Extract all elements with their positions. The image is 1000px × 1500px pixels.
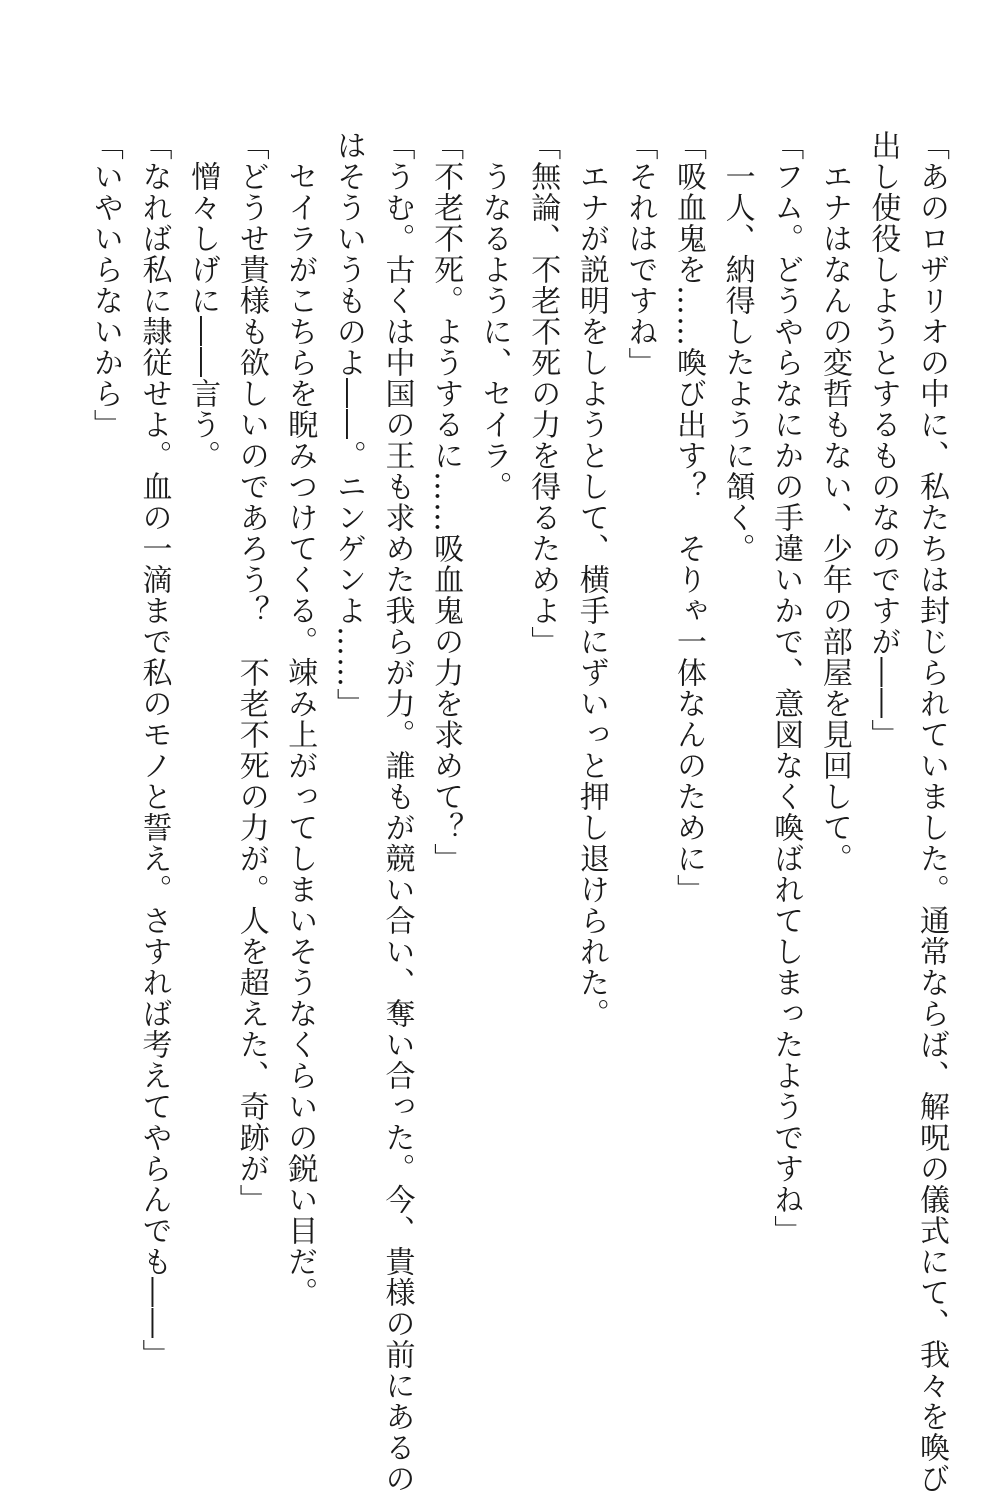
- text-line: 「あのロザリオの中に、私たちは封じられていました。通常ならば、解呪の儀式にて、我々を喚び: [914, 130, 949, 1494]
- text-line: 「それはですね」: [622, 130, 658, 378]
- text-line: 「うむ。古くは中国の王も求めた我らが力。誰もが競い合い、奪い合った。今、貴様の前にあるの: [379, 130, 415, 1494]
- text-line: 憎々しげに――言う。: [185, 130, 221, 471]
- text-line: 「どうせ貴様も欲しいのであろう？ 不老不死の力が。人を超えた、奇跡が」: [233, 130, 269, 1215]
- text-line: 「無論、不老不死の力を得るためよ」: [525, 130, 561, 657]
- text-line: 出し使役しようとするものなのですが――」: [865, 130, 901, 750]
- text-line: セイラがこちらを睨みつけてくる。竦み上がってしまいそうなくらいの鋭い目だ。: [282, 130, 318, 1308]
- text-line: 「なれば私に隷従せよ。血の一滴まで私のモノと誓え。さすれば考えてやらんでも――」: [136, 130, 172, 1370]
- text-line: はそういうものよ――。ニンゲンよ……」: [330, 130, 366, 719]
- text-line: 「いやいらないから」: [87, 130, 123, 440]
- text-line: 一人、納得したように頷く。: [719, 130, 755, 564]
- vertical-text-body: [80, 130, 955, 1494]
- text-line: 「吸血鬼を……喚び出す？ そりゃ一体なんのために」: [671, 130, 707, 905]
- text-line: うなるように、セイラ。: [476, 130, 512, 502]
- text-line: エナが説明をしようとして、横手にずいっと押し退けられた。: [573, 130, 609, 1029]
- text-line: エナはなんの変哲もない、少年の部屋を見回して。: [816, 130, 852, 874]
- text-line: 「フム。どうやらなにかの手違いかで、意図なく喚ばれてしまったようですね」: [768, 130, 804, 1246]
- text-line: 「不老不死。ようするに……吸血鬼の力を求めて？」: [428, 130, 464, 874]
